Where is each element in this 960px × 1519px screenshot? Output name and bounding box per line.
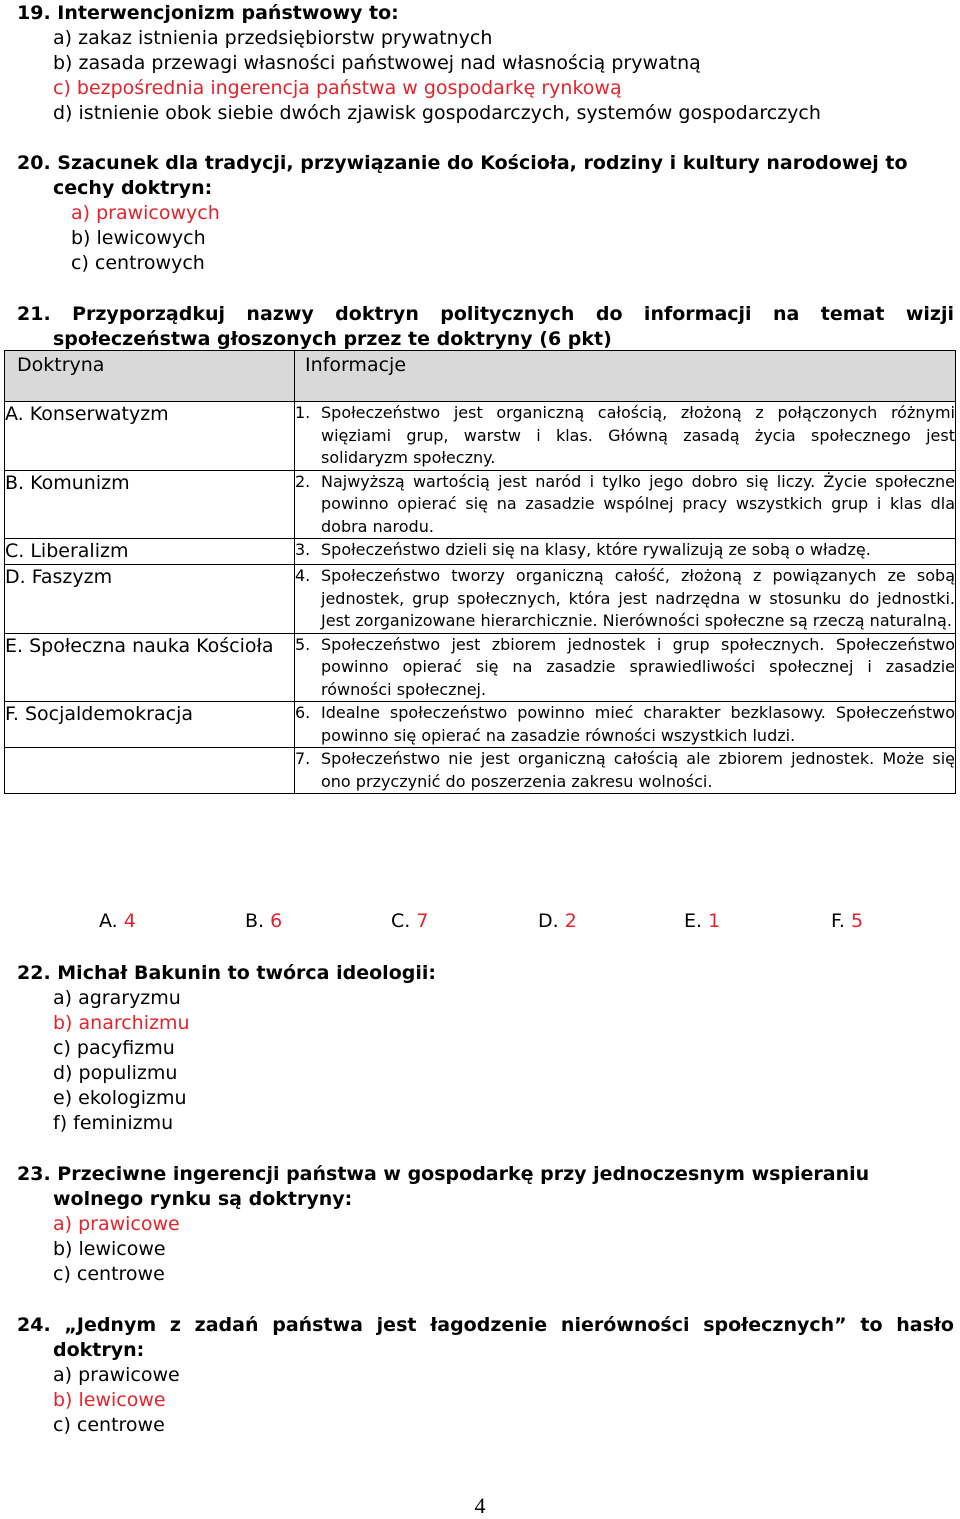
doctrine-cell [5, 748, 295, 794]
option-a: a) agraryzmu [53, 987, 181, 1009]
doctrine-table [4, 350, 956, 794]
table-row [5, 748, 956, 794]
info-text: Społeczeństwo tworzy organiczną całość, złożoną z powiązanych ze sobą jednostek, grup społecznych, która jest nadrzędna w stosunku do jednostki. Jest zorganizowane hierarchicznie. Nierówności społeczne są rzeczą naturalną. [321, 566, 955, 630]
option-a-correct: a) prawicowe [53, 1213, 180, 1235]
info-text: Najwyższą wartością jest naród i tylko jego dobro się liczy. Życie społeczne powinno opierać się na zasadzie wspólnej pracy wszystkich grup i klas dla dobra narodu. [321, 471, 955, 536]
info-number: 4. [295, 566, 311, 585]
page-number: 4 [474, 1493, 486, 1518]
question-24-title: 24. „Jednym z zadań państwa jest łagodzenie nierówności społecznych” to hasło doktryn: [17, 1314, 954, 1361]
answer-d-value: 2 [564, 910, 577, 932]
option-a-correct: a) prawicowych [71, 202, 220, 224]
info-number: 2. [295, 471, 311, 491]
option-b: b) lewicowych [71, 227, 206, 249]
info-number: 3. [295, 540, 311, 559]
table-row [5, 470, 956, 539]
answer-c: C. 7 [391, 910, 429, 932]
doctrine-cell: B. Komunizm [5, 470, 295, 539]
answer-b-value: 6 [270, 910, 283, 932]
answer-f-value: 5 [850, 910, 864, 932]
info-number: 5. [295, 634, 311, 654]
answer-d: D. 2 [538, 910, 577, 932]
option-c: c) pacyfizmu [53, 1037, 175, 1059]
answer-f: F. 5 [831, 910, 864, 932]
option-e: e) ekologizmu [53, 1087, 187, 1109]
option-d: d) populizmu [53, 1062, 178, 1084]
info-text: Idealne społeczeństwo powinno mieć charakter bezklasowy. Społeczeństwo powinno się opierać na zasadzie równości wszystkich ludzi. [321, 703, 955, 745]
question-20 [0, 151, 960, 276]
doctrine-cell: E. Społeczna nauka Kościoła [5, 633, 295, 702]
question-22-options [0, 986, 960, 1136]
info-text: Społeczeństwo nie jest organiczną całością ale zbiorem jednostek. Może się ono przyczynić do poszerzenia zakresu wolności. [321, 749, 955, 791]
answer-e: E. 1 [684, 910, 721, 932]
option-b-correct: b) lewicowe [53, 1389, 166, 1411]
option-d: d) istnienie obok siebie dwóch zjawisk gospodarczych, systemów gospodarczych [53, 102, 821, 124]
question-21-title: 21. Przyporządkuj nazwy doktryn politycznych do informacji na temat wizji społeczeństwa głoszonych przez te doktryny (6 pkt) [17, 303, 954, 350]
answer-a: A. 4 [99, 910, 136, 932]
info-text: Społeczeństwo dzieli się na klasy, które rywalizują ze sobą o władzę. [321, 540, 871, 559]
table-row [5, 633, 956, 702]
question-24 [0, 1313, 960, 1438]
question-20-title: 20. Szacunek dla tradycji, przywiązanie do Kościoła, rodziny i kultury narodowej to cechy doktryn: [17, 152, 908, 199]
doctrine-cell: C. Liberalizm [5, 539, 295, 565]
header-doctrine: Doktryna [5, 351, 295, 402]
option-b-correct: b) anarchizmu [53, 1012, 190, 1034]
table-row [5, 539, 956, 565]
header-info: Informacje [295, 351, 956, 402]
question-22 [0, 961, 960, 1136]
question-23-title: 23. Przeciwne ingerencji państwa w gospodarkę przy jednoczesnym wspieraniu wolnego rynku są doktryny: [17, 1163, 870, 1210]
question-19-options [0, 26, 960, 126]
option-c-correct: c) bezpośrednia ingerencja państwa w gospodarkę rynkową [53, 77, 622, 99]
info-number: 6. [295, 703, 311, 722]
question-19-title: 19. Interwencjonizm państwowy to: [17, 2, 399, 24]
table-row [5, 702, 956, 748]
doctrine-cell: D. Faszyzm [5, 565, 295, 634]
info-number: 1. [295, 403, 311, 422]
answer-c-value: 7 [416, 910, 429, 932]
doctrine-cell: F. Socjaldemokracja [5, 702, 295, 748]
option-c: c) centrowe [53, 1414, 165, 1436]
info-number: 7. [295, 749, 311, 768]
question-23-options [0, 1212, 960, 1287]
option-c: c) centrowych [71, 252, 205, 274]
table-row [5, 565, 956, 634]
question-24-options [0, 1363, 960, 1438]
question-22-title: 22. Michał Bakunin to twórca ideologii: [17, 962, 436, 984]
option-f: f) feminizmu [53, 1112, 174, 1134]
info-text: Społeczeństwo jest zbiorem jednostek i grup społecznych. Społeczeństwo powinno opierać się na zasadzie sprawiedliwości społecznej i zasadzie równości społecznej. [321, 634, 955, 699]
table-header-row [5, 351, 956, 402]
answer-e-value: 1 [708, 910, 721, 932]
question-19 [0, 1, 960, 126]
table-row [5, 402, 956, 471]
question-20-options [0, 201, 960, 276]
option-c: c) centrowe [53, 1263, 165, 1285]
question-21 [0, 302, 960, 352]
option-a: a) zakaz istnienia przedsiębiorstw prywatnych [53, 27, 493, 49]
question-23 [0, 1162, 960, 1287]
answer-a-value: 4 [123, 910, 136, 932]
option-b: b) zasada przewagi własności państwowej nad własnością prywatną [53, 52, 701, 74]
option-b: b) lewicowe [53, 1238, 166, 1260]
info-text: Społeczeństwo jest organiczną całością, złożoną z połączonych różnymi więziami grup, warstw i klas. Główną zasadą życia społecznego jest solidaryzm społeczny. [321, 403, 955, 467]
doctrine-cell: A. Konserwatyzm [5, 402, 295, 471]
option-a: a) prawicowe [53, 1364, 180, 1386]
answer-b: B. 6 [245, 910, 283, 932]
